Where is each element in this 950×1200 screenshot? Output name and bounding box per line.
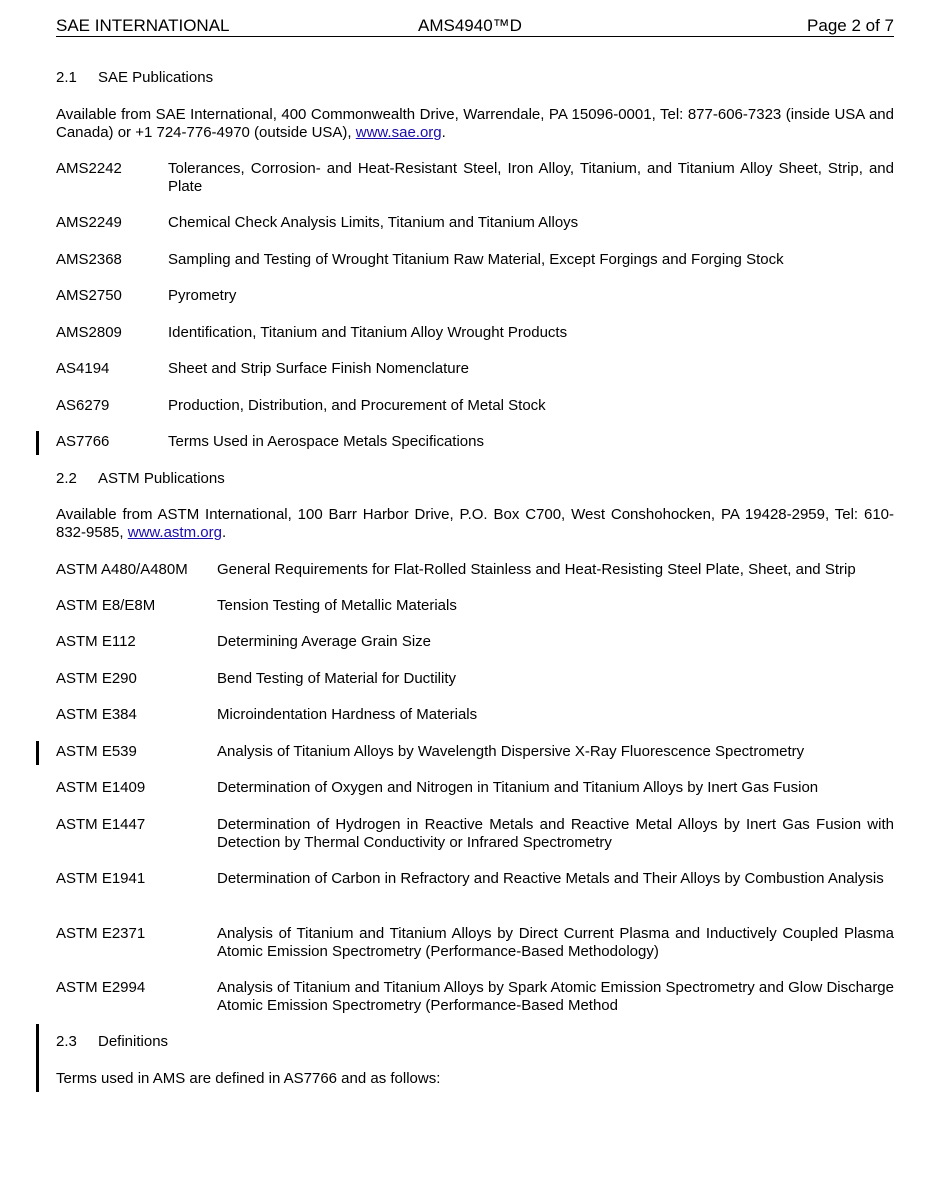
reference-title: Determining Average Grain Size (217, 633, 431, 650)
reference-code: AMS2809 (56, 324, 122, 341)
reference-code: AMS2368 (56, 251, 122, 268)
section-title: ASTM Publications (98, 470, 225, 487)
change-bar (36, 741, 39, 765)
reference-code: ASTM E1409 (56, 779, 146, 796)
reference-title: Terms Used in Aerospace Metals Specifications (168, 433, 484, 450)
astm-website-link[interactable]: www.astm.org (127, 524, 222, 541)
reference-title: Determination of Hydrogen in Reactive Metals and Reactive Metal Alloys by Inert Gas Fusion with Detection by Thermal Conductivity or Infrared Spectrometry (217, 816, 894, 851)
page-header (56, 16, 894, 37)
reference-title: Analysis of Titanium and Titanium Alloys by Direct Current Plasma and Inductively Coupled Plasma Atomic Emission Spectrometry (Performance-Based Methodology) (217, 925, 894, 960)
reference-title: Sheet and Strip Surface Finish Nomenclature (168, 360, 469, 377)
change-bar (36, 431, 39, 455)
reference-code: ASTM E2371 (56, 925, 146, 942)
reference-code: ASTM A480/A480M (56, 561, 188, 578)
reference-code: AS4194 (56, 360, 110, 377)
availability-trail: . (441, 124, 446, 141)
reference-title: Tension Testing of Metallic Materials (217, 597, 457, 614)
section-title: SAE Publications (98, 69, 214, 86)
reference-code: AMS2750 (56, 287, 122, 304)
header-page-number: Page 2 of 7 (807, 16, 894, 35)
reference-title: Analysis of Titanium and Titanium Alloys by Spark Atomic Emission Spectrometry and Glow Discharge Atomic Emission Spectrometry (Performance-Based Method (217, 979, 894, 1014)
reference-code: AS6279 (56, 397, 110, 414)
availability-text: Available from SAE International, 400 Commonwealth Drive, Warrendale, PA 15096-0001, Tel: 877-606-7323 (inside USA and Canada) or +1 724-776-4970 (outside USA), (56, 106, 894, 141)
reference-title: Determination of Oxygen and Nitrogen in Titanium and Titanium Alloys by Inert Gas Fusion (217, 779, 819, 796)
section-number: 2.3 (56, 1033, 77, 1050)
reference-title: Tolerances, Corrosion- and Heat-Resistant Steel, Iron Alloy, Titanium, and Titanium Alloy Sheet, Strip, and Plate (168, 160, 894, 195)
reference-title: Analysis of Titanium Alloys by Wavelength Dispersive X-Ray Fluorescence Spectrometry (217, 743, 805, 760)
reference-code: ASTM E1941 (56, 870, 146, 887)
availability-text: Available from ASTM International, 100 Barr Harbor Drive, P.O. Box C700, West Conshohocken, PA 19428-2959, Tel: 610-832-9585, (56, 506, 894, 541)
sae-availability-paragraph (56, 106, 894, 142)
reference-code: AMS2242 (56, 160, 122, 177)
definitions-paragraph: Terms used in AMS are defined in AS7766 and as follows: (56, 1070, 441, 1087)
reference-code: ASTM E384 (56, 706, 137, 723)
change-bar (36, 1024, 39, 1092)
reference-code: ASTM E290 (56, 670, 137, 687)
header-org: SAE INTERNATIONAL (56, 16, 230, 35)
section-number: 2.1 (56, 69, 77, 86)
reference-title: Chemical Check Analysis Limits, Titanium and Titanium Alloys (168, 214, 579, 231)
reference-code: ASTM E2994 (56, 979, 146, 996)
reference-code: ASTM E8/E8M (56, 597, 156, 614)
reference-title: Determination of Carbon in Refractory and Reactive Metals and Their Alloys by Combustion Analysis (217, 870, 884, 887)
header-doc-id: AMS4940™D (418, 16, 522, 35)
reference-title: Pyrometry (168, 287, 237, 304)
reference-code: ASTM E112 (56, 633, 136, 650)
reference-title: General Requirements for Flat-Rolled Stainless and Heat-Resisting Steel Plate, Sheet, and Strip (217, 561, 856, 578)
reference-title: Sampling and Testing of Wrought Titanium Raw Material, Except Forgings and Forging Stock (168, 251, 784, 268)
astm-availability-paragraph (56, 506, 894, 542)
sae-website-link[interactable]: www.sae.org (355, 124, 442, 141)
availability-trail: . (221, 524, 227, 541)
reference-code: ASTM E539 (56, 743, 137, 760)
reference-title: Production, Distribution, and Procurement of Metal Stock (168, 397, 546, 414)
reference-title: Microindentation Hardness of Materials (217, 706, 478, 723)
reference-title: Identification, Titanium and Titanium Alloy Wrought Products (168, 324, 568, 341)
section-title: Definitions (98, 1033, 169, 1050)
reference-code: AS7766 (56, 433, 110, 450)
reference-title: Bend Testing of Material for Ductility (217, 670, 456, 687)
section-number: 2.2 (56, 470, 77, 487)
reference-code: ASTM E1447 (56, 816, 146, 833)
reference-code: AMS2249 (56, 214, 122, 231)
